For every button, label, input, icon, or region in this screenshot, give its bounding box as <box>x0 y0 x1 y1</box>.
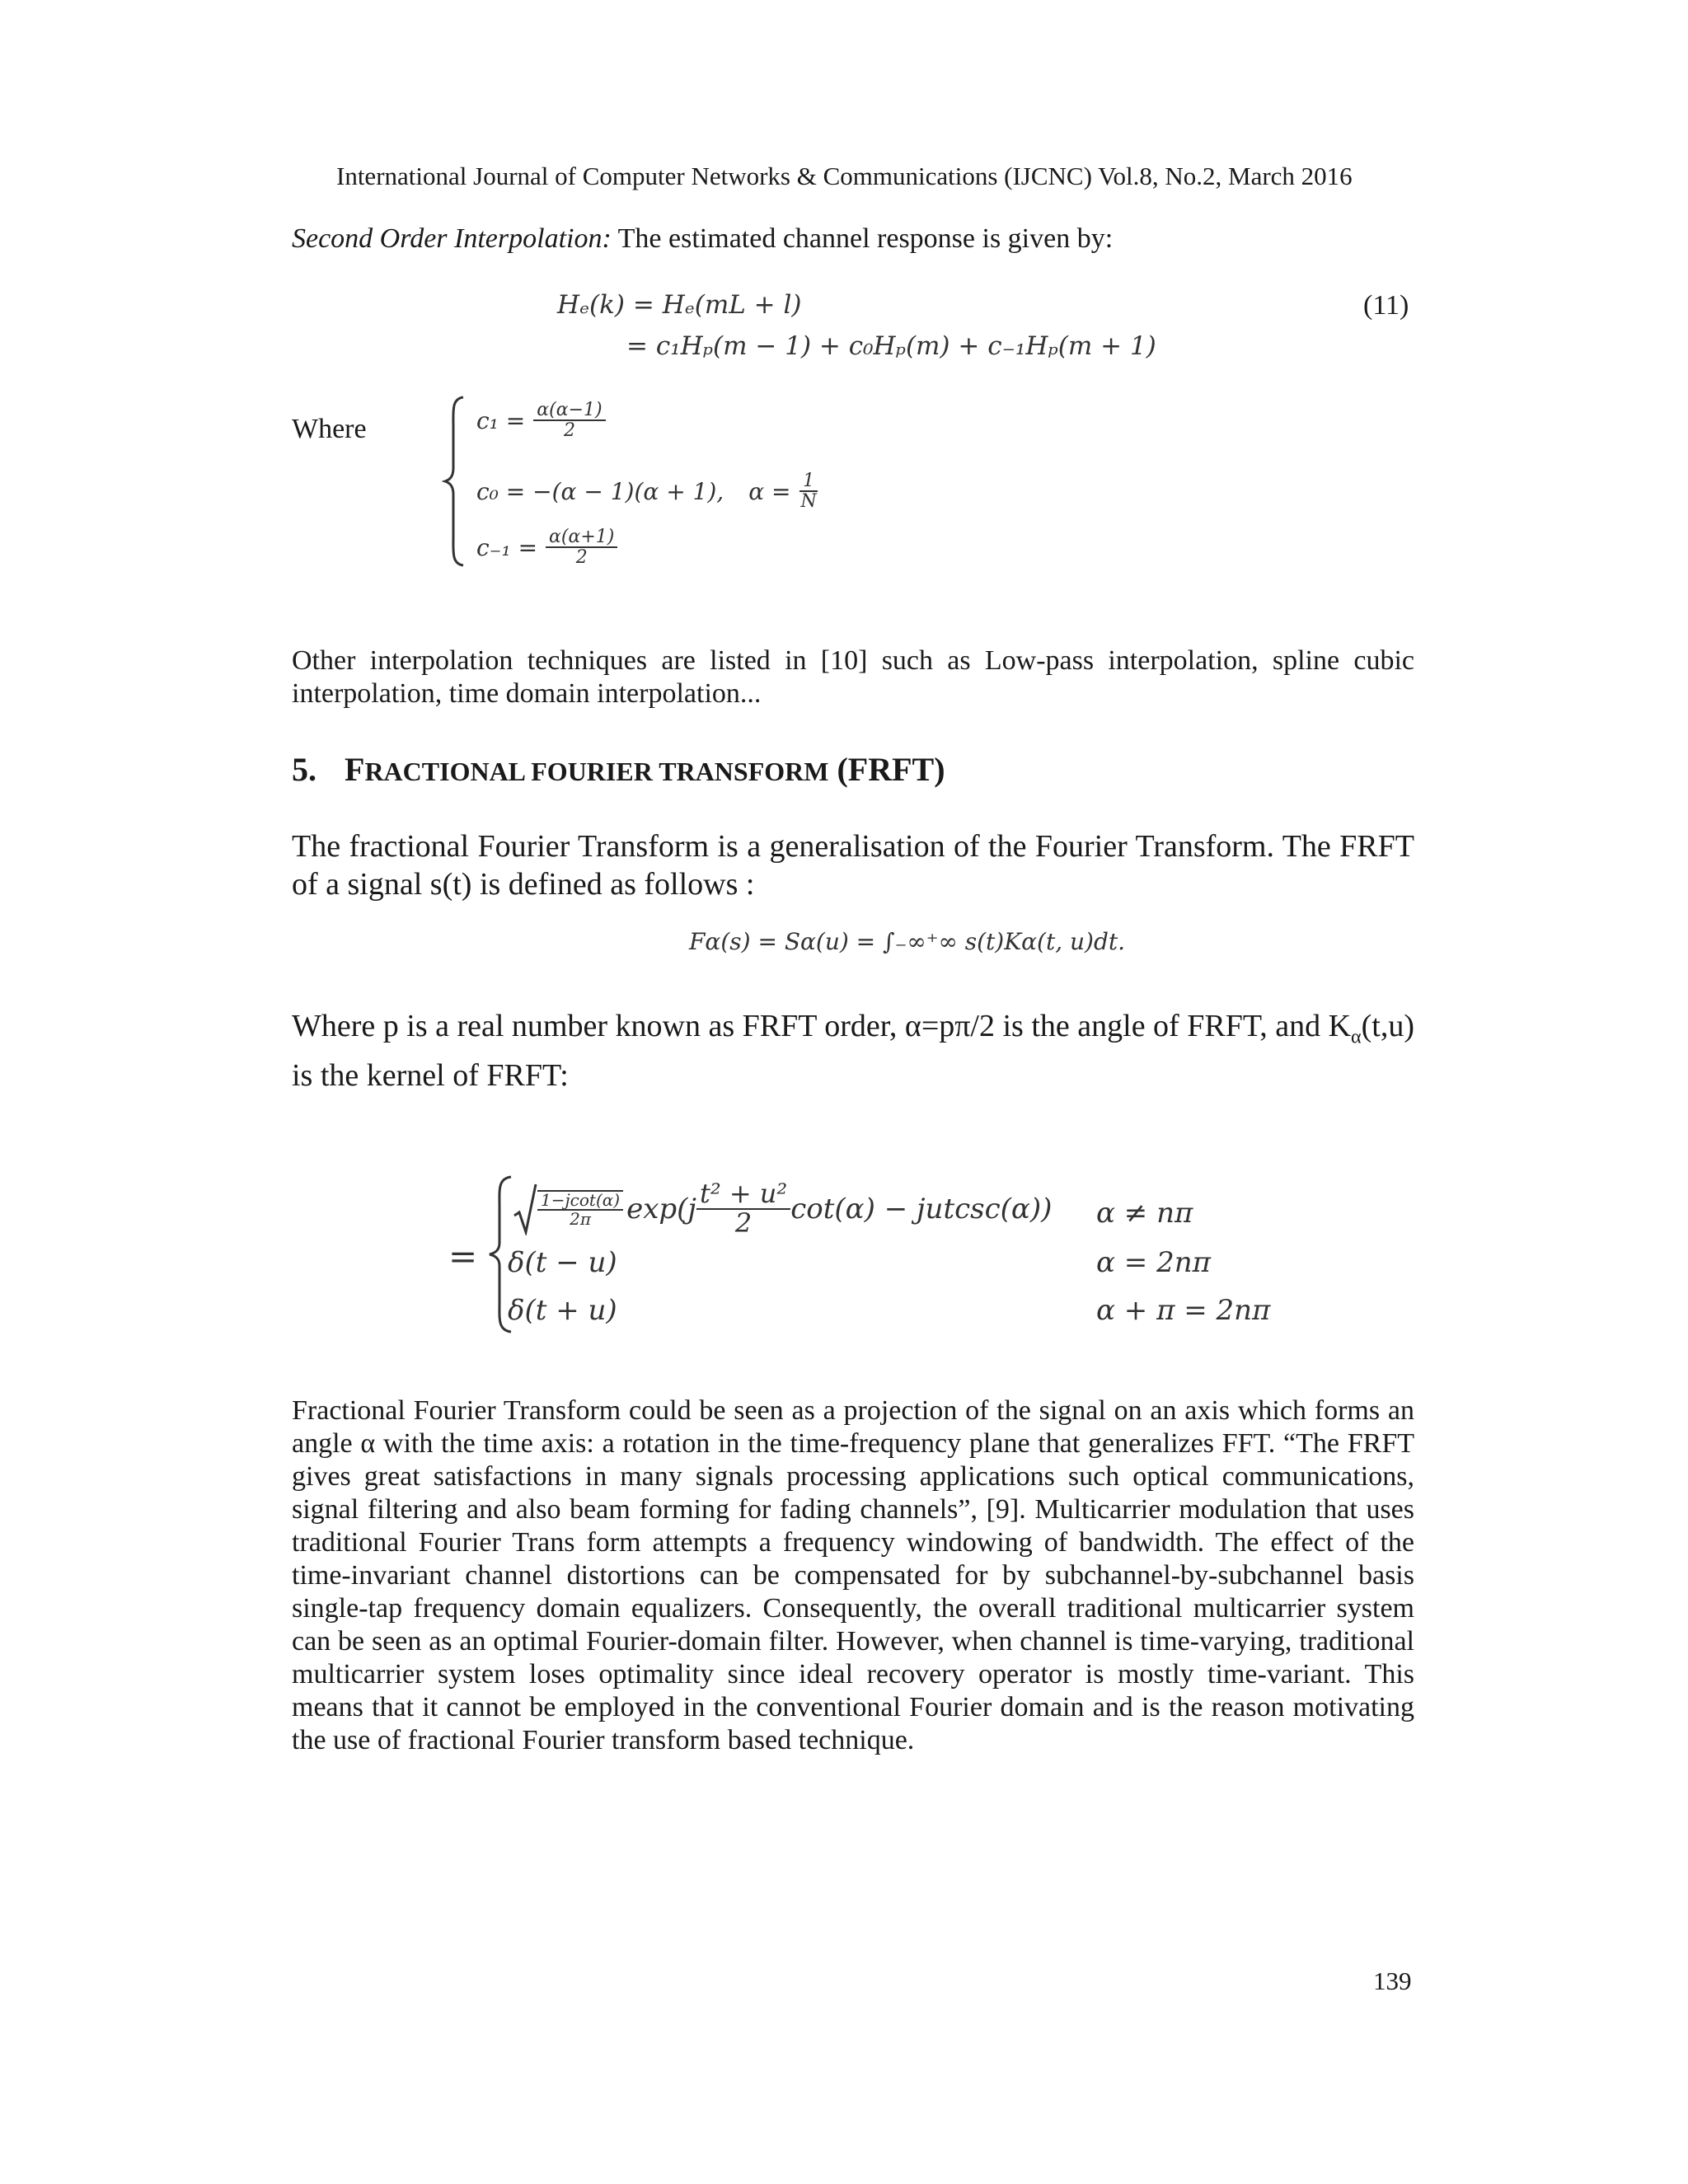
sqrt-icon <box>513 1183 537 1235</box>
c1-equation <box>476 401 606 440</box>
exp-denominator: 2 <box>734 1207 753 1239</box>
exp-numerator: t² + u² <box>696 1180 790 1210</box>
frft-intro-paragraph: The fractional Fourier Transform is a generalisation of the Fourier Transform. The FRFT of a signal s(t) is defined as follows : <box>292 829 1414 902</box>
exp-prefix: exp(j <box>626 1192 696 1226</box>
exp-suffix: cot(α) − jutcsc(α)) <box>790 1192 1053 1226</box>
section-title-abbrev: (FRFT) <box>837 751 945 788</box>
alpha-fraction <box>797 471 819 511</box>
page-number: 139 <box>1373 1966 1412 1995</box>
exp-fraction <box>696 1180 790 1237</box>
eq11-line2: = c₁Hₚ(m − 1) + c₀Hₚ(m) + c₋₁Hₚ(m + 1) <box>626 331 1156 361</box>
cm1-numerator: α(α+1) <box>546 527 617 548</box>
running-header: International Journal of Computer Networks & Communications (IJCNC) Vol.8, No.2, March 2016 <box>336 162 1353 190</box>
kernel-case1 <box>513 1180 1052 1237</box>
c1-numerator: α(α−1) <box>533 401 605 421</box>
sqrt-denominator: 2π <box>570 1208 591 1229</box>
second-order-text: The estimated channel response is given by: <box>611 223 1114 254</box>
c1-lhs: c₁ = <box>476 406 526 434</box>
other-interpolation-paragraph: Other interpolation techniques are listed in [10] such as Low-pass interpolation, spline cubic interpolation, time domain interpolation... <box>292 645 1414 709</box>
kernel-case3: δ(t + u) <box>508 1294 617 1327</box>
eq11-line1: Hₑ(k) = Hₑ(mL + l) <box>557 290 802 320</box>
frft-conclusion-paragraph: Fractional Fourier Transform could be seen as a projection of the signal on an axis which forms an angle α with the time axis: a rotation in the time-frequency plane that generalizes FFT. “The FRFT gives great satisfactions in many signals processing applications such optical communications, signal filtering and also beam forming for fading channels”, [9]. Multicarrier modulation that uses traditional Fourier Trans form attempts a frequency windowing of bandwidth. The effect of the time-invariant channel distortions can be compensated for by subchannel-by-subchannel basis single-tap frequency domain equalizers. Consequently, the overall traditional multicarrier system can be seen as an optimal Fourier-domain filter. However, when channel is time-varying, traditional multicarrier system loses optimality since ideal recovery operator is mostly time-variant. This means that it cannot be employed in the conventional Fourier domain and is the reason motivating the use of fractional Fourier transform based technique. <box>292 1395 1414 1755</box>
section-heading <box>292 750 945 789</box>
c1-fraction <box>533 401 605 440</box>
section-number: 5. <box>292 751 316 788</box>
cm1-lhs: c₋₁ = <box>476 533 538 561</box>
kernel-condition1: α ≠ nπ <box>1096 1197 1193 1230</box>
c0-equation <box>476 471 820 511</box>
second-order-paragraph <box>292 223 1414 255</box>
kernel-intro-text1: Where p is a real number known as FRFT order, α=pπ/2 is the angle of FRFT, and K <box>292 1009 1352 1043</box>
sqrt-fraction <box>537 1190 623 1228</box>
cm1-denominator: 2 <box>575 547 588 569</box>
kernel-condition3: α + π = 2nπ <box>1096 1294 1271 1327</box>
kernel-case2: δ(t − u) <box>508 1246 617 1279</box>
c0-text: c₀ = −(α − 1)(α + 1), <box>476 477 724 505</box>
section-title-rest: RACTIONAL FOURIER TRANSFORM <box>364 757 829 786</box>
alpha-denominator: N <box>800 491 817 513</box>
cm1-fraction <box>546 527 617 567</box>
kernel-intro-paragraph <box>292 1007 1414 1094</box>
kernel-equals-sign: = <box>448 1236 478 1277</box>
c1-denominator: 2 <box>563 420 575 442</box>
kernel-intro-text2: (t,u) is the kernel of FRFT: <box>292 1009 1414 1093</box>
kernel-condition2: α = 2nπ <box>1096 1246 1211 1279</box>
eq11-number: (11) <box>1363 290 1409 321</box>
kernel-subscript: α <box>1351 1026 1362 1048</box>
left-brace-icon <box>442 394 467 569</box>
frft-definition: Fα(s) = Sα(u) = ∫₋∞⁺∞ s(t)Kα(t, u)dt. <box>689 928 1126 955</box>
where-label: Where <box>292 414 367 444</box>
alpha-numerator: 1 <box>799 471 818 492</box>
sqrt-numerator: 1−jcot(α) <box>537 1192 623 1211</box>
cm1-equation <box>476 527 617 567</box>
second-order-label: Second Order Interpolation: <box>292 223 612 254</box>
section-title-first-letter: F <box>345 751 365 788</box>
alpha-lhs: α = <box>748 477 791 505</box>
alpha-definition <box>748 471 820 511</box>
